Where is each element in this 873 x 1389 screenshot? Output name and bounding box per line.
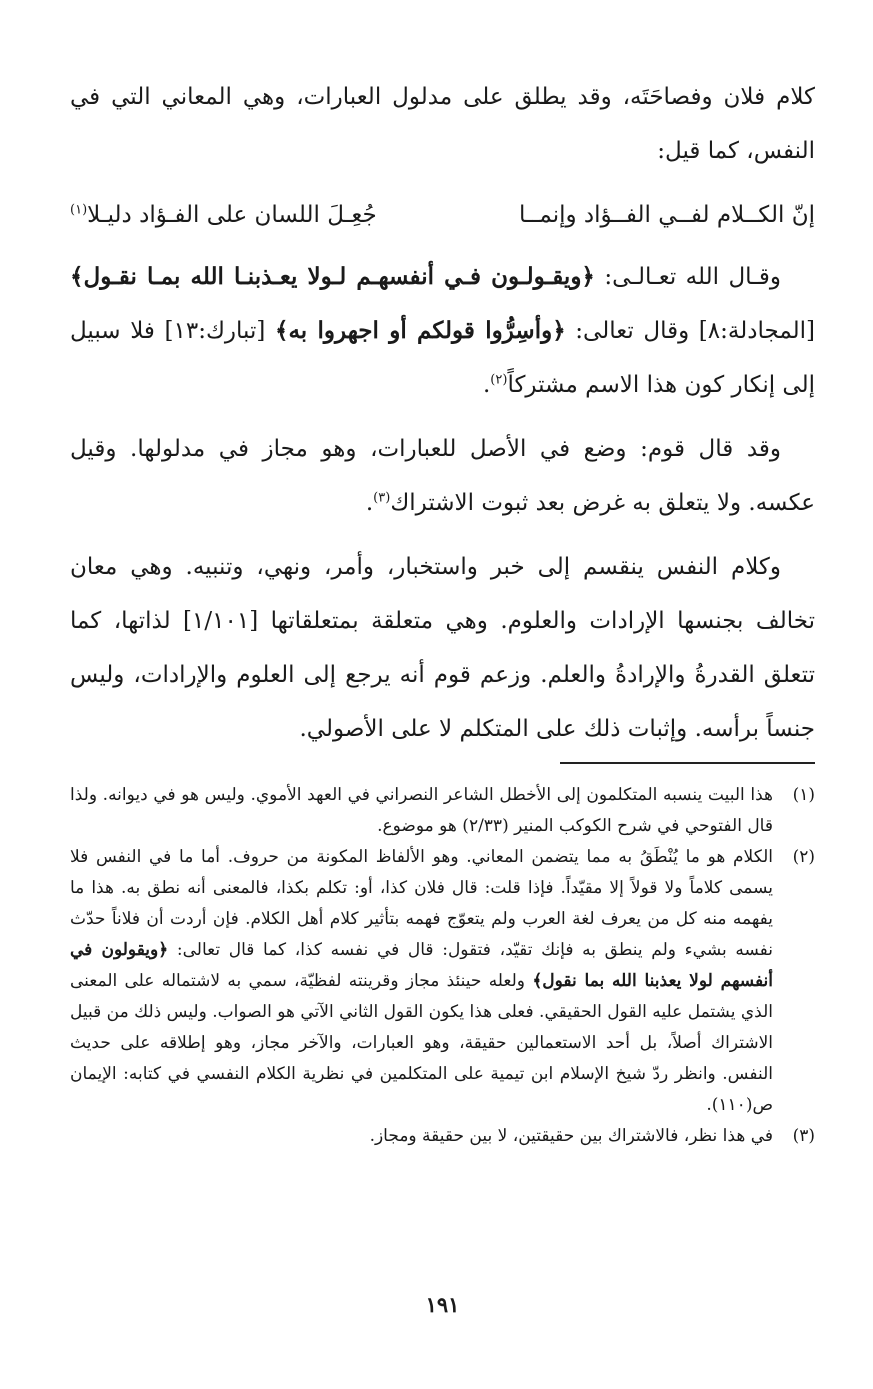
verse-second-text: جُعِـلَ اللسان على الفـؤاد دليـلا xyxy=(87,202,377,228)
footnote-separator xyxy=(560,762,815,764)
paragraph-2-text-a: وقـال الله تعـالـى: xyxy=(594,264,782,290)
footnote-ref-3: (٣) xyxy=(373,490,391,506)
verse-second-hemistich xyxy=(70,188,377,242)
footnote-2 xyxy=(70,842,815,1121)
book-page xyxy=(70,70,815,1360)
poetry-verse xyxy=(70,188,815,242)
footnote-ref-2: (٢) xyxy=(490,372,508,388)
paragraph-1 xyxy=(70,70,815,178)
paragraph-2-end: . xyxy=(482,372,491,398)
paragraph-2-text-b: [المجادلة:٨] وقال تعالى: xyxy=(565,318,815,344)
paragraph-1-text: كلام فلان وفصاحَتَه، وقد يطلق على مدلول العبارات، وهي المعاني التي في النفس، كما قيل: xyxy=(70,84,815,164)
paragraph-3 xyxy=(70,422,815,530)
footnote-1-text: هذا البيت ينسبه المتكلمون إلى الأخطل الشاعر النصراني في العهد الأموي. وليس هو في ديوانه. ولذا قال الفتوحي في شرح الكوكب المنير (٢/٣٣) هو موضوع. xyxy=(70,785,773,836)
paragraph-4-text: وكلام النفس ينقسم إلى خبر واستخبار، وأمر، ونهي، وتنبيه. وهي معان تخالف بجنسها الإرادات والعلوم. وهي متعلقة بمتعلقاتها [١/١٠١] لذاتها، كما تتعلق القدرةُ والإرادةُ والعلم. وزعم قوم أنه يرجع إلى العلوم والإرادات، وليس جنساً برأسه. وإثبات ذلك على المتكلم لا على الأصولي. xyxy=(70,554,815,742)
paragraph-2-text-c: [تبارك:١٣] فلا سبيل إلى إنكار كون هذا الاسم مشتركاً xyxy=(70,318,815,398)
footnote-1-number: (١) xyxy=(792,785,815,805)
footnote-ref-1: (١) xyxy=(70,202,88,218)
footnotes-section xyxy=(70,780,815,1152)
quran-verse-1: ﴿ويقـولـون فـي أنفسهـم لـولا يعـذبنـا الله بمـا نقـول﴾ xyxy=(70,263,595,290)
footnote-3-number: (٣) xyxy=(792,1126,815,1146)
footnote-2-body xyxy=(70,842,773,1121)
paragraph-3-text: وقد قال قوم: وضع في الأصل للعبارات، وهو مجاز في مدلولها. وقيل عكسه. ولا يتعلق به غرض بعد ثبوت الاشتراك xyxy=(70,436,815,516)
footnote-2-number: (٢) xyxy=(792,847,815,867)
paragraph-4 xyxy=(70,540,815,756)
quran-verse-2: ﴿وأسِرُّوا قولكم أو اجهروا به﴾ xyxy=(274,317,566,344)
footnote-2-text-b: ولعله حينئذ مجاز وقرينته لفظيّة، سمي به لاشتماله على المعنى الذي يشتمل عليه القول الحقيقي. فعلى هذا يكون القول الثاني الآتي هو الصواب. وليس ذلك من قبيل الاشتراك أصلاً، بل أحد الاستعمالين حقيقة، وهو العبارات، والآخر مجاز، وهو إطلاقه على حديث النفس. وانظر ردّ شيخ الإسلام ابن تيمية على المتكلمين في نظرية الكلام النفسي في كتابه: الإيمان ص(١١٠). xyxy=(70,971,773,1115)
footnote-3-text: في هذا نظر، فالاشتراك بين حقيقتين، لا بين حقيقة ومجاز. xyxy=(369,1126,773,1146)
paragraph-2 xyxy=(70,250,815,412)
verse-first-hemistich: إنّ الكــلام لفــي الفــؤاد وإنمــا xyxy=(518,202,815,228)
footnote-2-text-a: الكلام هو ما يُنْطَقُ به مما يتضمن المعاني. وهو الألفاظ المكونة من حروف. أما ما في النفس فلا يسمى كلاماً ولا قولاً إلا مقيّداً. فإذا قلت: قال فلان كذا، أو: تكلم بكذا، فالمعنى أنه نطق به. هذا ما يفهمه منه كل من يعرف لغة العرب ولم يتعوّج فهمه بتأثير كلام أهل الكلام. فإن أردت أن فلاناً حدّث نفسه بشيء ولم ينطق به فإنك تقيّد، فتقول: قال في نفسه كذا، كما قال تعالى: xyxy=(70,847,773,960)
footnote-1 xyxy=(70,780,815,842)
page-number: ١٩١ xyxy=(425,1292,460,1317)
footnote-3 xyxy=(70,1121,815,1152)
footnote-2-quran: ﴿ويقولون في أنفسهم لولا يعذبنا الله بما نقول﴾ xyxy=(70,940,774,991)
paragraph-3-end: . xyxy=(365,490,374,516)
